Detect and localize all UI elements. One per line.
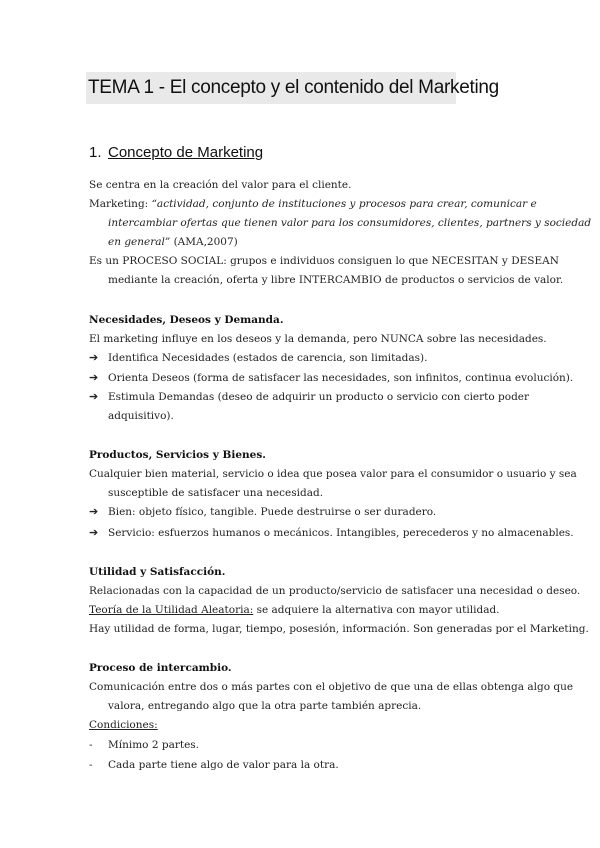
page-title: TEMA 1 - El concepto y el contenido del Marketing	[86, 72, 456, 104]
condition-item-2: Cada parte tiene algo de valor para la otra.	[108, 759, 339, 771]
arrow-icon: ➔	[89, 526, 99, 539]
intro-line-4: en general” (AMA,2007)	[108, 236, 238, 248]
arrow-icon: ➔	[89, 390, 99, 403]
section-heading	[89, 144, 263, 161]
needs-heading: Necesidades, Deseos y Demanda.	[89, 314, 284, 326]
exchange-line-2: valora, entregando algo que la otra parte también aprecia.	[108, 700, 422, 712]
section-title: Concepto de Marketing	[108, 144, 264, 161]
arrow-icon: ➔	[89, 351, 99, 364]
exchange-heading: Proceso de intercambio.	[89, 662, 232, 674]
intro-line-6: mediante la creación, oferta y libre INTERCAMBIO de productos o servicios de valor.	[108, 274, 564, 286]
intro-line-2: Marketing: “actividad, conjunto de instituciones y procesos para crear, comunicar e	[89, 198, 537, 210]
products-bullet-1: Bien: objeto físico, tangible. Puede destruirse o ser duradero.	[108, 506, 437, 518]
utility-line-1: Relacionadas con la capacidad de un producto/servicio de satisfacer una necesidad o deseo.	[89, 585, 581, 597]
intro-line-1: Se centra en la creación del valor para el cliente.	[89, 179, 352, 191]
arrow-icon: ➔	[89, 371, 99, 384]
section-number: 1.	[89, 144, 102, 161]
products-line-1: Cualquier bien material, servicio o idea que posea valor para el consumidor o usuario y sea	[89, 468, 577, 480]
products-line-2: susceptible de satisfacer una necesidad.	[108, 487, 324, 499]
needs-bullet-3-cont: adquisitivo).	[108, 410, 174, 422]
needs-bullet-1: Identifica Necesidades (estados de carencia, son limitadas).	[108, 352, 428, 364]
products-bullet-2: Servicio: esfuerzos humanos o mecánicos. Intangibles, perecederos y no almacenables.	[108, 527, 574, 539]
conditions-label: Condiciones:	[89, 719, 158, 731]
needs-bullet-3: Estimula Demandas (deseo de adquirir un producto o servicio con cierto poder	[108, 391, 530, 403]
dash-bullet: -	[89, 739, 93, 751]
needs-bullet-2: Orienta Deseos (forma de satisfacer las necesidades, son infinitos, continua evolución).	[108, 372, 574, 384]
exchange-line-1: Comunicación entre dos o más partes con el objetivo de que una de ellas obtenga algo que	[89, 681, 574, 693]
needs-text: El marketing influye en los deseos y la demanda, pero NUNCA sobre las necesidades.	[89, 333, 547, 345]
products-heading: Productos, Servicios y Bienes.	[89, 449, 266, 461]
arrow-icon: ➔	[89, 505, 99, 518]
intro-line-5: Es un PROCESO SOCIAL: grupos e individuos consiguen lo que NECESITAN y DESEAN	[89, 255, 559, 267]
utility-line-2: Teoría de la Utilidad Aleatoria: se adquiere la alternativa con mayor utilidad.	[89, 604, 500, 616]
dash-bullet: -	[89, 759, 93, 771]
utility-heading: Utilidad y Satisfacción.	[89, 566, 226, 578]
intro-line-3: intercambiar ofertas que tienen valor para los consumidores, clientes, partners y sociedad	[108, 217, 592, 229]
condition-item-1: Mínimo 2 partes.	[108, 739, 200, 751]
utility-line-3: Hay utilidad de forma, lugar, tiempo, posesión, información. Son generadas por el Marketing.	[89, 623, 589, 635]
